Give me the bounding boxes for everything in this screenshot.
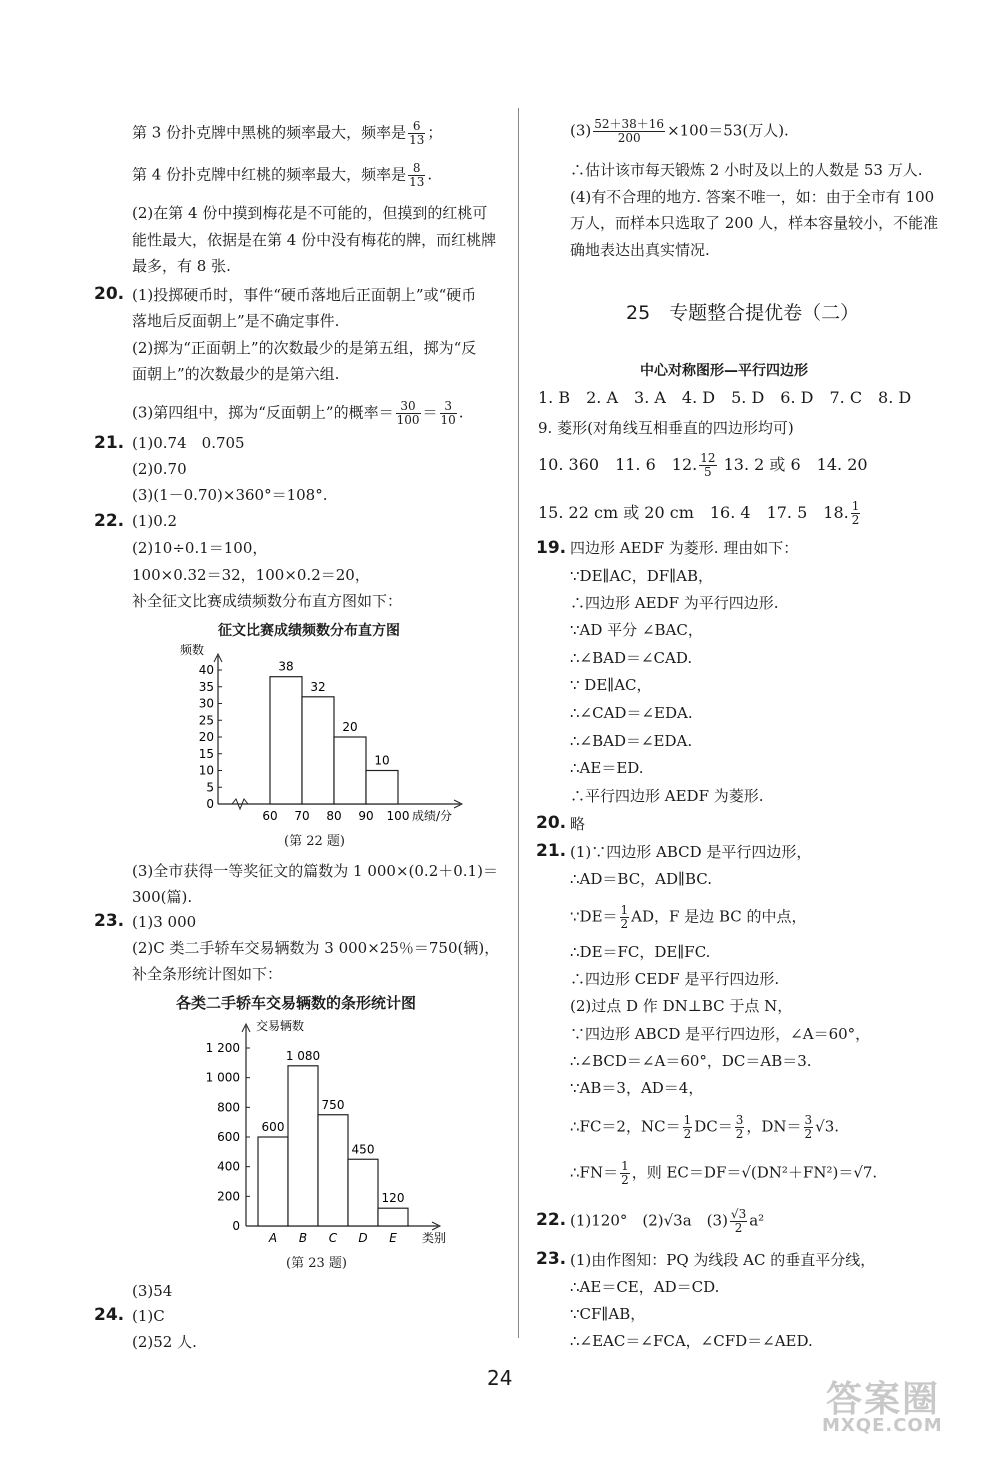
- text-line: 面朝上”的次数最少的是第六组.: [132, 365, 340, 383]
- bar-value-label: 120: [381, 1191, 405, 1206]
- text-line: ∵DE＝ $\frac{1}{2}$ AD，F 是边 BC 的中点，: [570, 903, 807, 931]
- section-title: 25 专题整合提优卷（二）: [626, 302, 860, 324]
- x-tick-label: 60: [262, 809, 278, 823]
- bar-value-label: 10: [374, 753, 390, 768]
- fraction: $\frac{12}{5}$: [700, 451, 716, 479]
- fraction: $\frac{8}{13}$: [409, 161, 425, 189]
- histogram-bar: [366, 771, 398, 805]
- text-line: 补全征文比赛成绩频数分布直方图如下：: [132, 592, 403, 610]
- text-line: (2)掷为“正面朝上”的次数最少的是第五组，掷为“反: [132, 339, 477, 357]
- y-tick-label: 10: [198, 763, 214, 778]
- text-line: ∴四边形 CEDF 是平行四边形.: [570, 970, 780, 988]
- bar-value-label: 750: [321, 1097, 345, 1112]
- text-line: (2)C 类二手轿车交易辆数为 3 000×25％＝750(辆)，: [132, 939, 500, 957]
- text-line: 第 4 份扑克牌中红桃的频率最大，频率是 $\frac{8}{13}$ .: [132, 161, 433, 189]
- y-tick-label: 200: [217, 1189, 240, 1204]
- text-line: ∴AD＝BC，AD∥BC.: [570, 870, 712, 888]
- subsection-title: 中心对称图形—平行四边形: [640, 363, 808, 379]
- text-line: (3)(1－0.70)×360°＝108°.: [132, 486, 328, 504]
- text-line: ∴∠BAD＝∠CAD.: [570, 649, 693, 667]
- bar: [258, 1137, 288, 1226]
- answer-line: 15. 22 cm 或 20 cm 16. 4 17. 5 18. $\frac{1}{2}$: [538, 499, 860, 527]
- question-number: 20.: [94, 284, 125, 304]
- question-number: 23.: [94, 911, 125, 931]
- text-line: (1)C: [132, 1307, 165, 1325]
- text-line: (3)全市获得一等奖征文的篇数为 1 000×(0.2＋0.1)＝: [132, 862, 498, 880]
- y-tick-label: 600: [217, 1130, 240, 1144]
- text-line: 四边形 AEDF 为菱形. 理由如下：: [570, 539, 799, 557]
- text-line: (3)第四组中，掷为“反面朝上”的概率＝ $\frac{30}{100}$ ＝ $\frac{3}{10}$ .: [132, 399, 464, 427]
- histogram-chart: [160, 640, 490, 830]
- answer-line: 9. 菱形(对角线互相垂直的四边形均可): [538, 419, 794, 437]
- x-category-label: B: [298, 1231, 308, 1245]
- column-divider: [518, 108, 519, 1338]
- text-line: ∵ DE∥AC，: [570, 676, 652, 694]
- fraction: $\frac{6}{13}$: [409, 119, 425, 147]
- histogram-bar: [302, 697, 334, 804]
- text-line: 最多，有 8 张.: [132, 257, 231, 275]
- question-number: 20.: [536, 813, 567, 833]
- x-category-label: D: [358, 1231, 368, 1245]
- x-tick-label: 90: [358, 809, 374, 823]
- text-line: ∴∠CAD＝∠EDA.: [570, 704, 693, 722]
- question-number: 24.: [94, 1305, 125, 1325]
- text-line: 落地后反面朝上”是不确定事件.: [132, 312, 340, 330]
- fraction: $\frac{√3}{2}$: [730, 1207, 747, 1235]
- fraction: $\frac{30}{100}$: [396, 399, 420, 427]
- y-tick-label: 35: [198, 679, 214, 694]
- bar-value-label: 32: [310, 679, 326, 694]
- answer-line: 1. B 2. A 3. A 4. D 5. D 6. D 7. C 8. D: [538, 388, 912, 407]
- x-category-label: C: [328, 1231, 338, 1245]
- histogram-bar: [270, 677, 302, 804]
- bar-value-label: 600: [261, 1120, 285, 1134]
- y-tick-label: 30: [198, 696, 214, 711]
- text-line: (4)有不合理的地方. 答案不唯一，如：由于全市有 100: [570, 188, 935, 206]
- text-line: 万人，而样本只选取了 200 人，样本容量较小，不能准: [570, 214, 939, 232]
- y-tick-label: 5: [206, 780, 214, 795]
- bar: [288, 1066, 318, 1226]
- watermark-logo: 答案圈 MXQE.COM: [822, 1379, 943, 1436]
- text-line: (2)52 人.: [132, 1333, 197, 1351]
- x-tick-label: 70: [294, 809, 310, 823]
- x-category-label: E: [389, 1231, 397, 1245]
- chart-title: 征文比赛成绩频数分布直方图: [218, 623, 400, 639]
- fraction: $\frac{3}{2}$: [735, 1113, 744, 1141]
- x-axis-label: 类别: [422, 1231, 447, 1245]
- fraction: $\frac{3}{2}$: [804, 1113, 813, 1141]
- y-tick-label: 1 000: [205, 1070, 240, 1085]
- text-line: ∴FC＝2，NC＝ $\frac{1}{2}$ DC＝ $\frac{3}{2}$ ，DN＝ $\frac{3}{2}$ √3.: [570, 1113, 840, 1141]
- question-number: 21.: [94, 433, 125, 453]
- x-category-label: A: [268, 1231, 278, 1245]
- question-number: 23.: [536, 1249, 567, 1269]
- text-line: 略: [570, 815, 586, 833]
- text-line: (2)在第 4 份中摸到梅花是不可能的，但摸到的红桃可: [132, 204, 488, 222]
- y-tick-label: 25: [198, 713, 214, 728]
- text-line: ∴平行四边形 AEDF 为菱形.: [570, 787, 764, 805]
- text-line: ∴AE＝CE，AD＝CD.: [570, 1278, 720, 1296]
- text-line: ∵DE∥AC，DF∥AB，: [570, 567, 713, 585]
- text-line: 100×0.32＝32，100×0.2＝20，: [132, 566, 370, 584]
- question-number: 21.: [536, 841, 567, 861]
- question-number: 22.: [536, 1210, 567, 1230]
- text-line: (1)120° (2)√3a (3) $\frac{√3}{2}$ a²: [570, 1207, 765, 1235]
- fraction: $\frac{52+38+16}{200}$: [594, 117, 665, 145]
- fraction: $\frac{1}{2}$: [620, 903, 629, 931]
- x-tick-label: 80: [326, 809, 342, 823]
- text-line: ∴DE＝FC，DE∥FC.: [570, 943, 711, 961]
- bar-value-label: 20: [342, 720, 358, 734]
- y-tick-label: 40: [198, 663, 214, 677]
- y-tick-label: 1 200: [205, 1041, 240, 1055]
- text-line: (2)10÷0.1＝100，: [132, 539, 268, 557]
- x-axis-label: 成绩/分: [412, 809, 453, 823]
- text-line: ∵CF∥AB，: [570, 1305, 646, 1323]
- text-line: 补全条形统计图如下：: [132, 965, 283, 983]
- text-line: (2)0.70: [132, 460, 187, 478]
- text-line: (3)54: [132, 1282, 173, 1300]
- text-line: (1)由作图知：PQ 为线段 AC 的垂直平分线，: [570, 1251, 876, 1269]
- text-line: (3) $\frac{52+38+16}{200}$ ×100＝53(万人).: [570, 117, 789, 145]
- text-line: (2)过点 D 作 DN⊥BC 于点 N，: [570, 997, 793, 1015]
- y-tick-label: 20: [198, 730, 214, 744]
- x-tick-label: 100: [386, 809, 410, 823]
- text-line: (1)0.74 0.705: [132, 434, 245, 452]
- text-line: ∵四边形 ABCD 是平行四边形，∠A＝60°，: [570, 1025, 871, 1043]
- text-line: ∵AD 平分 ∠BAC，: [570, 621, 703, 639]
- text-line: 第 3 份扑克牌中黑桃的频率最大，频率是 $\frac{6}{13}$ ；: [132, 119, 443, 147]
- text-line: ∵AB＝3，AD＝4，: [570, 1079, 704, 1097]
- fraction: $\frac{1}{2}$: [683, 1113, 692, 1141]
- chart-title: 各类二手轿车交易辆数的条形统计图: [176, 994, 417, 1012]
- page-number: 24: [487, 1366, 513, 1390]
- text-line: ∴估计该市每天锻炼 2 小时及以上的人数是 53 万人.: [570, 161, 923, 179]
- text-line: (1)投掷硬币时，事件“硬币落地后正面朝上”或“硬币: [132, 286, 477, 304]
- answer-line: 10. 360 11. 6 12. $\frac{12}{5}$ 13. 2 或 6 14. 20: [538, 451, 868, 479]
- bar: [348, 1159, 378, 1226]
- fraction: $\frac{1}{2}$: [851, 499, 860, 527]
- text-line: ∴AE＝ED.: [570, 759, 644, 777]
- y-tick-label: 0: [206, 797, 214, 811]
- bar-value-label: 38: [278, 659, 294, 674]
- bar-chart: [190, 1012, 470, 1252]
- text-line: 确地表达出真实情况.: [570, 241, 710, 259]
- text-line: ∴FN＝ $\frac{1}{2}$ ，则 EC＝DF＝√(DN²＋FN²)＝√7.: [570, 1159, 878, 1187]
- text-line: 能性最大，依据是在第 4 份中没有梅花的牌，而红桃牌: [132, 231, 497, 249]
- text-line: ∴∠BCD＝∠A＝60°，DC＝AB＝3.: [570, 1052, 812, 1070]
- text-line: 300(篇).: [132, 888, 193, 906]
- text-line: (1)∵四边形 ABCD 是平行四边形，: [570, 843, 812, 861]
- bar-value-label: 450: [351, 1142, 375, 1157]
- y-axis-label: 频数: [180, 643, 205, 657]
- y-tick-label: 0: [232, 1219, 240, 1233]
- text-line: (1)3 000: [132, 913, 197, 931]
- text-line: ∴四边形 AEDF 为平行四边形.: [570, 594, 779, 612]
- bar-value-label: 1 080: [285, 1048, 321, 1063]
- histogram-bar: [334, 737, 366, 804]
- question-number: 19.: [536, 538, 567, 558]
- bar: [378, 1208, 408, 1226]
- text-line: ∴∠EAC＝∠FCA，∠CFD＝∠AED.: [570, 1332, 813, 1350]
- question-number: 22.: [94, 511, 125, 531]
- y-tick-label: 800: [217, 1100, 240, 1115]
- figure-caption: (第 22 题): [284, 834, 345, 849]
- fraction: $\frac{1}{2}$: [621, 1159, 629, 1187]
- y-tick-label: 400: [217, 1159, 240, 1174]
- y-axis-label: 交易辆数: [256, 1019, 305, 1033]
- y-tick-label: 15: [198, 746, 214, 761]
- bar: [318, 1115, 348, 1226]
- fraction: $\frac{3}{10}$: [440, 399, 456, 427]
- text-line: ∴∠BAD＝∠EDA.: [570, 732, 693, 750]
- figure-caption: (第 23 题): [286, 1256, 347, 1271]
- text-line: (1)0.2: [132, 512, 178, 530]
